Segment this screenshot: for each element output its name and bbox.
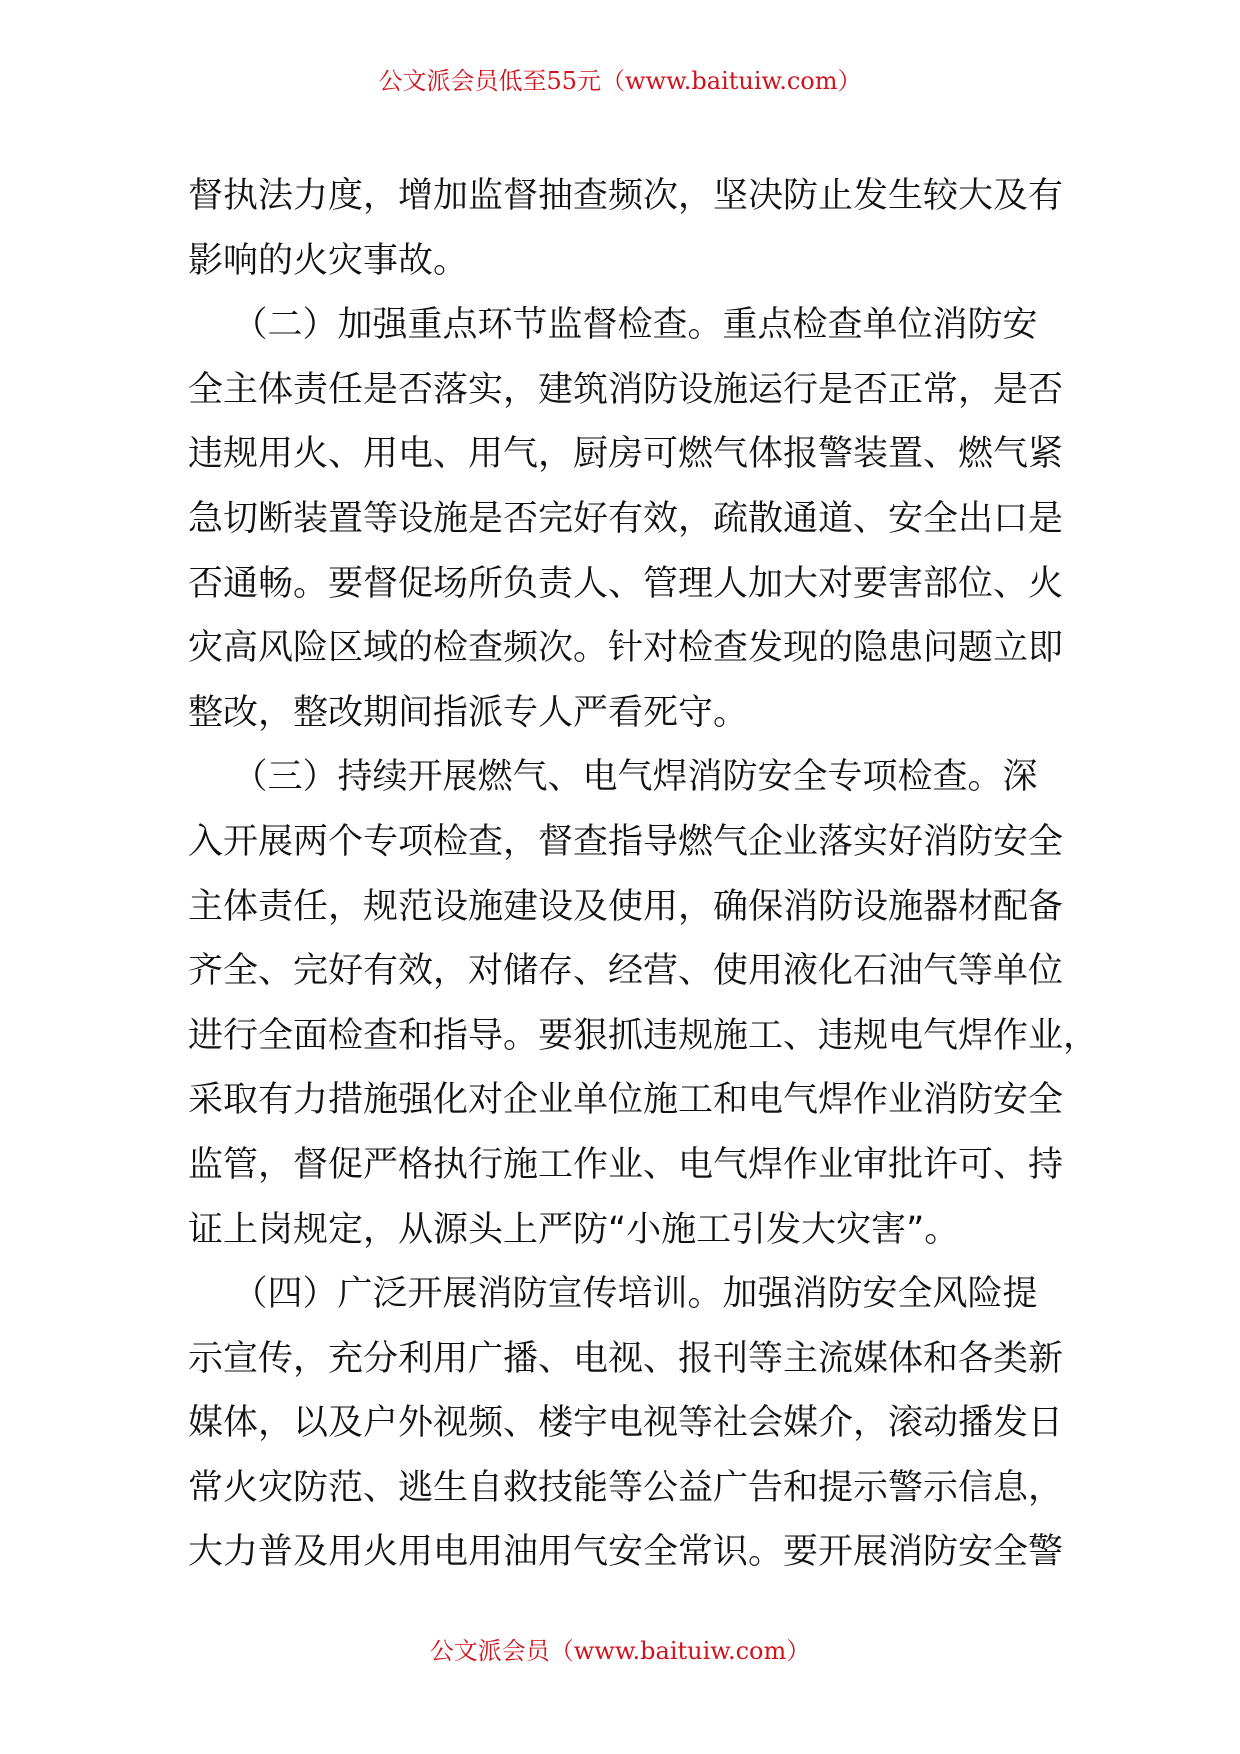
text-line: 入开展两个专项检查，督查指导燃气企业落实好消防安全 bbox=[188, 821, 1064, 862]
text-line: 全主体责任是否落实，建筑消防设施运行是否正常，是否 bbox=[188, 369, 1064, 410]
text-line: （四）广泛开展消防宣传培训。加强消防安全风险提 bbox=[188, 1274, 1038, 1315]
text-line: 督执法力度，增加监督抽查频次，坚决防止发生较大及有 bbox=[188, 176, 1064, 216]
text-line: （三）持续开展燃气、电气焊消防安全专项检查。深 bbox=[188, 757, 1038, 798]
text-line: 大力普及用火用电用油用气安全常识。要开展消防安全警 bbox=[188, 1532, 1064, 1573]
text-line: 急切断装置等设施是否完好有效，疏散通道、安全出口是 bbox=[188, 498, 1064, 539]
footer-watermark-link[interactable]: 公文派会员（www.baituiw.com） bbox=[429, 1637, 811, 1665]
text-line: 影响的火灾事故。 bbox=[188, 240, 469, 281]
text-line: 示宣传，充分利用广播、电视、报刊等主流媒体和各类新 bbox=[188, 1338, 1064, 1379]
text-line: 采取有力措施强化对企业单位施工和电气焊作业消防安全 bbox=[188, 1080, 1064, 1121]
text-line: 违规用火、用电、用气，厨房可燃气体报警装置、燃气紧 bbox=[188, 434, 1064, 475]
text-line: 灾高风险区域的检查频次。针对检查发现的隐患问题立即 bbox=[188, 628, 1064, 669]
text-line: （二）加强重点环节监督检查。重点检查单位消防安 bbox=[188, 305, 1038, 346]
document-body bbox=[188, 164, 1099, 1585]
text-line: 否通畅。要督促场所负责人、管理人加大对要害部位、火 bbox=[188, 563, 1064, 604]
text-line: 媒体，以及户外视频、楼宇电视等社会媒介，滚动播发日 bbox=[188, 1403, 1064, 1444]
header-watermark-link[interactable]: 公文派会员低至55元（www.baituiw.com） bbox=[378, 67, 862, 95]
text-line: 齐全、完好有效，对储存、经营、使用液化石油气等单位 bbox=[188, 951, 1064, 992]
text-line: 证上岗规定，从源头上严防“小施工引发大灾害”。 bbox=[188, 1209, 960, 1250]
text-line: 主体责任，规范设施建设及使用，确保消防设施器材配备 bbox=[188, 886, 1064, 927]
text-line: 监管，督促严格执行施工作业、电气焊作业审批许可、持 bbox=[188, 1144, 1064, 1185]
text-line: 常火灾防范、逃生自救技能等公益广告和提示警示信息， bbox=[188, 1467, 1064, 1508]
text-line: 进行全面检查和指导。要狠抓违规施工、违规电气焊作业， bbox=[188, 1015, 1099, 1056]
text-line: 整改，整改期间指派专人严看死守。 bbox=[188, 692, 749, 733]
